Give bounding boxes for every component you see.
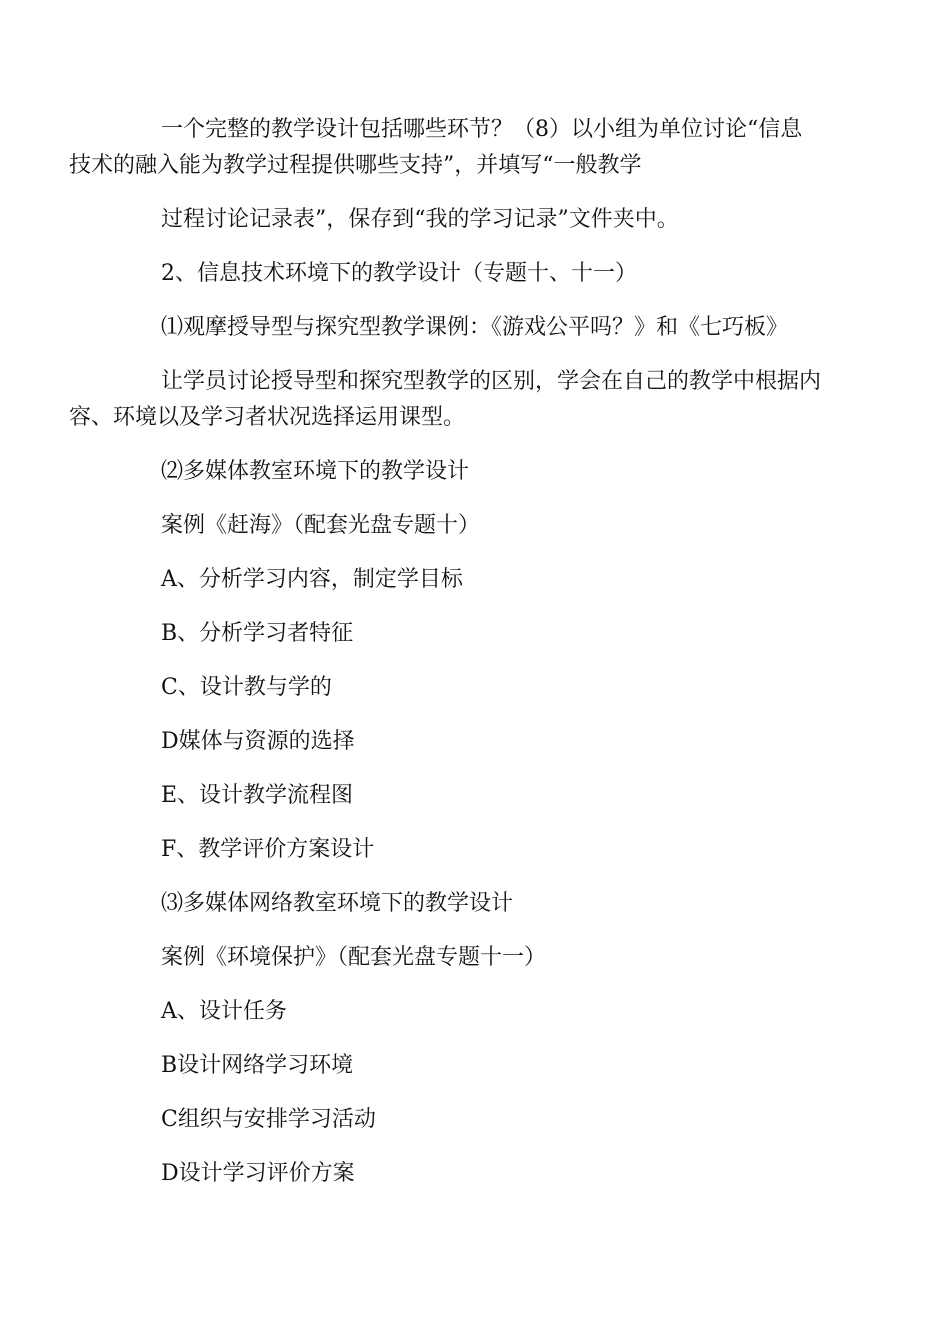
text-line: A、设计任务 (161, 999, 287, 1024)
list-item (115, 994, 835, 1030)
subsection-heading (115, 886, 835, 922)
list-item (115, 616, 835, 652)
list-item (115, 562, 835, 598)
text-line: ⑴观摩授导型与探究型教学课例：《游戏公平吗？》和《七巧板》 (161, 315, 789, 340)
text-line: 过程讨论记录表”，保存到“我的学习记录”文件夹中。 (161, 207, 679, 232)
text-line: F、教学评价方案设计 (161, 837, 375, 862)
list-item (115, 832, 835, 868)
text-line: 让学员讨论授导型和探究型教学的区别，学会在自己的教学中根据内 (161, 369, 822, 394)
subsection-heading (115, 454, 835, 490)
text-line: E、设计教学流程图 (161, 783, 354, 808)
list-item (115, 1048, 835, 1084)
text-line: ⑵多媒体教室环境下的教学设计 (161, 459, 470, 484)
text-line: 案例《环境保护》（配套光盘专题十一） (161, 945, 547, 970)
section-heading (115, 256, 835, 292)
text-line: 技术的融入能为教学过程提供哪些支持”，并填写“一般教学 (69, 153, 642, 178)
case-title (115, 508, 835, 544)
paragraph-discussion-difference (69, 364, 835, 436)
text-line: ⑶多媒体网络教室环境下的教学设计 (161, 891, 514, 916)
text-line: B、分析学习者特征 (161, 621, 354, 646)
list-item (115, 724, 835, 760)
case-title (115, 940, 835, 976)
text-line: C、设计教与学的 (161, 675, 332, 700)
paragraph-discussion-question (69, 112, 835, 184)
text-line: 容、环境以及学习者状况选择运用课型。 (69, 405, 466, 430)
list-item (115, 778, 835, 814)
text-line: 一个完整的教学设计包括哪些环节？（8）以小组为单位讨论“信息 (161, 117, 803, 142)
text-line: D设计学习评价方案 (161, 1161, 355, 1186)
list-item (115, 670, 835, 706)
paragraph-save-record (115, 202, 835, 238)
subsection-heading (115, 310, 835, 346)
text-line: A、分析学习内容，制定学目标 (161, 567, 463, 592)
text-line: B设计网络学习环境 (161, 1053, 354, 1078)
text-line: 2、信息技术环境下的教学设计（专题十、十一） (161, 261, 637, 286)
list-item (115, 1102, 835, 1138)
text-line: 案例《赶海》（配套光盘专题十） (161, 513, 481, 538)
text-line: C组织与安排学习活动 (161, 1107, 376, 1132)
list-item (115, 1156, 835, 1192)
text-line: D媒体与资源的选择 (161, 729, 355, 754)
